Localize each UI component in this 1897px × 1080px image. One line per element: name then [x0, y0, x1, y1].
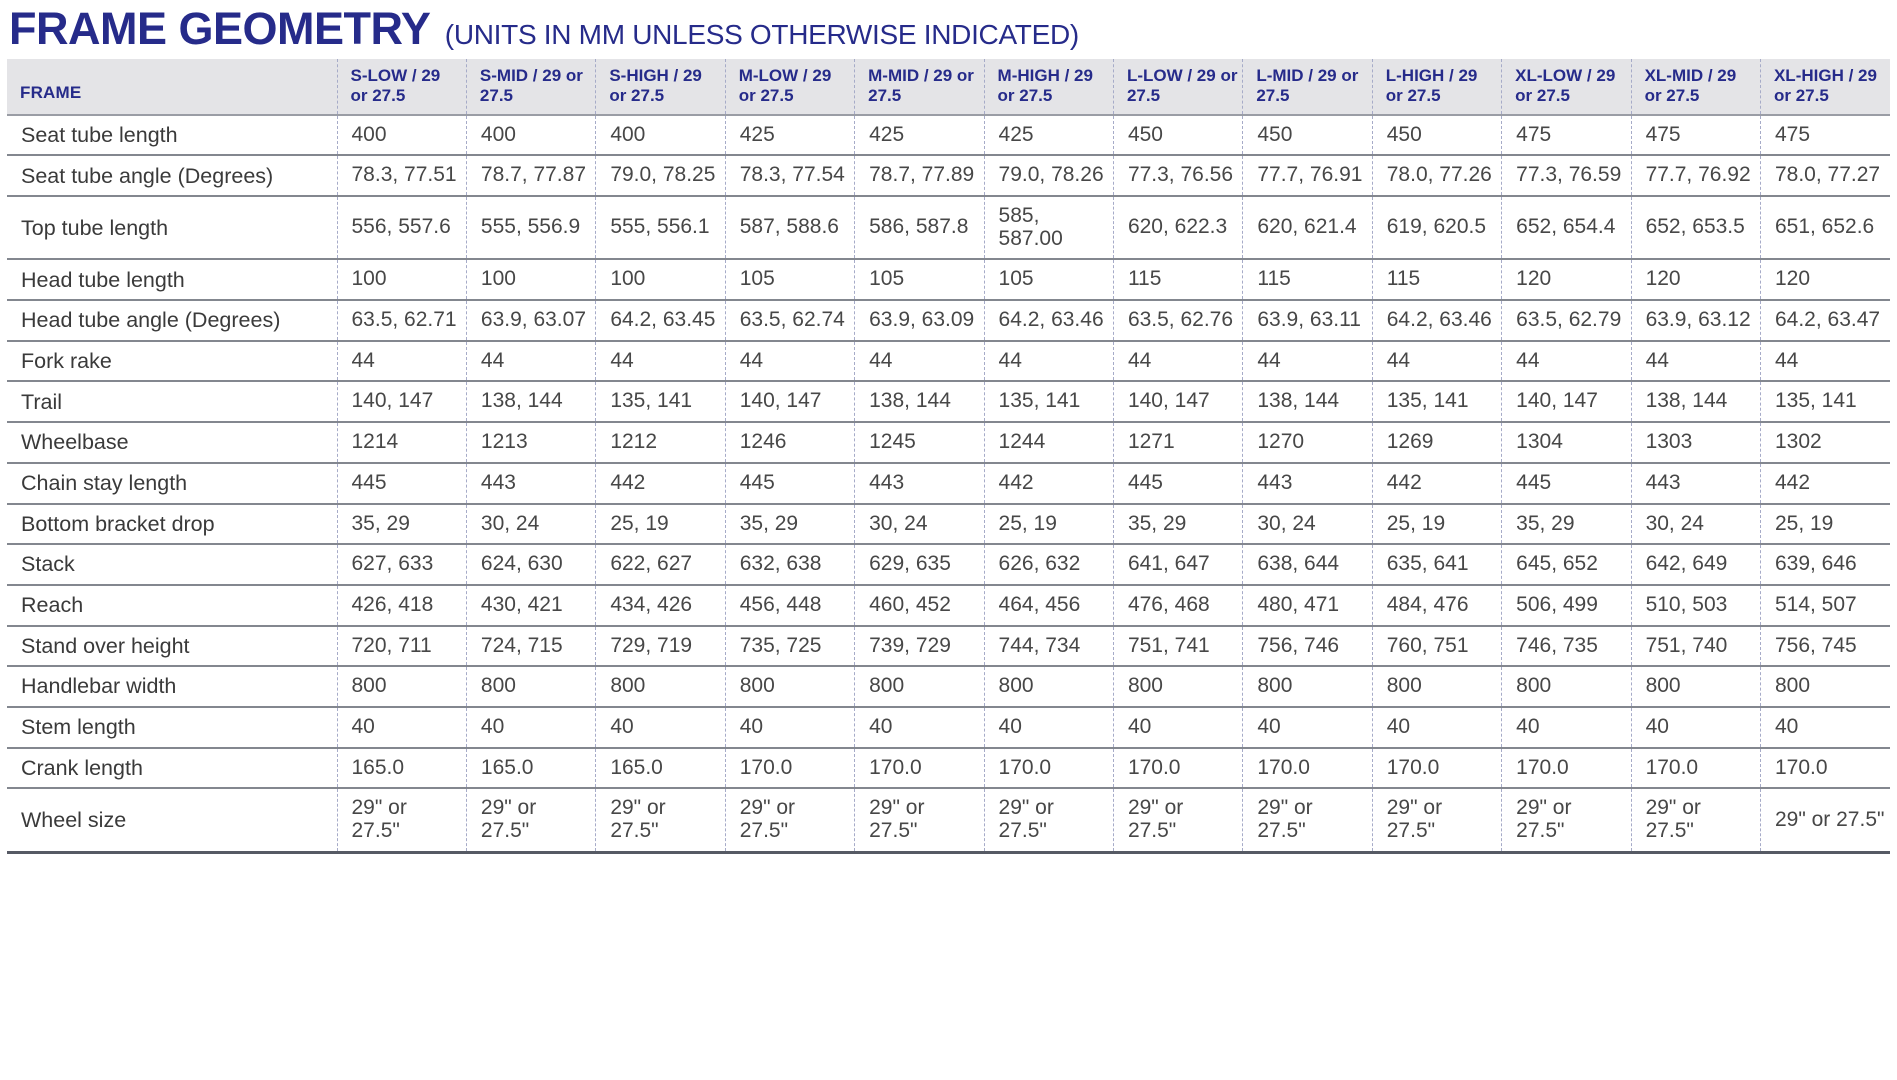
table-row [7, 707, 1890, 748]
data-cell: 40 [337, 707, 466, 748]
size-column-header: M-LOW / 29 or 27.5 [725, 59, 854, 115]
data-cell: 135, 141 [1760, 381, 1890, 422]
data-cell: 555, 556.9 [466, 196, 595, 259]
data-cell: 585, 587.00 [984, 196, 1113, 259]
data-cell: 29" or 27.5" [337, 788, 466, 852]
data-cell: 79.0, 78.26 [984, 155, 1113, 196]
data-cell: 138, 144 [1631, 381, 1760, 422]
size-column-header: L-HIGH / 29 or 27.5 [1372, 59, 1501, 115]
data-cell: 514, 507 [1760, 585, 1890, 626]
data-cell: 78.7, 77.87 [466, 155, 595, 196]
data-cell: 64.2, 63.46 [984, 300, 1113, 341]
data-cell: 40 [725, 707, 854, 748]
data-cell: 506, 499 [1502, 585, 1631, 626]
table-row [7, 666, 1890, 707]
data-cell: 29" or 27.5" [1760, 788, 1890, 852]
data-cell: 739, 729 [855, 626, 984, 667]
data-cell: 100 [596, 259, 725, 300]
data-cell: 425 [725, 115, 854, 156]
table-row [7, 115, 1890, 156]
data-cell: 115 [1243, 259, 1372, 300]
data-cell: 29" or 27.5" [1372, 788, 1501, 852]
row-label: Head tube angle (Degrees) [7, 300, 337, 341]
data-cell: 170.0 [1502, 748, 1631, 789]
data-cell: 751, 741 [1113, 626, 1242, 667]
data-cell: 442 [596, 463, 725, 504]
data-cell: 744, 734 [984, 626, 1113, 667]
data-cell: 63.5, 62.71 [337, 300, 466, 341]
size-column-header: S-HIGH / 29 or 27.5 [596, 59, 725, 115]
table-row [7, 155, 1890, 196]
data-cell: 138, 144 [466, 381, 595, 422]
data-cell: 40 [1372, 707, 1501, 748]
data-cell: 105 [725, 259, 854, 300]
data-cell: 63.5, 62.74 [725, 300, 854, 341]
row-label: Seat tube length [7, 115, 337, 156]
data-cell: 450 [1243, 115, 1372, 156]
data-cell: 460, 452 [855, 585, 984, 626]
data-cell: 140, 147 [725, 381, 854, 422]
data-cell: 1244 [984, 422, 1113, 463]
data-cell: 165.0 [596, 748, 725, 789]
data-cell: 135, 141 [596, 381, 725, 422]
size-column-header: XL-HIGH / 29 or 27.5 [1760, 59, 1890, 115]
data-cell: 800 [855, 666, 984, 707]
data-cell: 443 [466, 463, 595, 504]
data-cell: 626, 632 [984, 544, 1113, 585]
table-row [7, 504, 1890, 545]
data-cell: 170.0 [725, 748, 854, 789]
frame-geometry-table [7, 59, 1890, 854]
size-column-header: XL-LOW / 29 or 27.5 [1502, 59, 1631, 115]
data-cell: 29" or 27.5" [725, 788, 854, 852]
data-cell: 400 [596, 115, 725, 156]
data-cell: 800 [1372, 666, 1501, 707]
data-cell: 78.3, 77.51 [337, 155, 466, 196]
data-cell: 746, 735 [1502, 626, 1631, 667]
row-label: Stand over height [7, 626, 337, 667]
page-title-row [7, 4, 1890, 59]
data-cell: 475 [1631, 115, 1760, 156]
data-cell: 30, 24 [855, 504, 984, 545]
data-cell: 639, 646 [1760, 544, 1890, 585]
row-label: Chain stay length [7, 463, 337, 504]
data-cell: 44 [984, 341, 1113, 382]
data-cell: 510, 503 [1631, 585, 1760, 626]
data-cell: 63.9, 63.07 [466, 300, 595, 341]
table-row [7, 381, 1890, 422]
data-cell: 30, 24 [466, 504, 595, 545]
size-column-header: L-LOW / 29 or 27.5 [1113, 59, 1242, 115]
data-cell: 800 [1760, 666, 1890, 707]
data-cell: 555, 556.1 [596, 196, 725, 259]
data-cell: 64.2, 63.47 [1760, 300, 1890, 341]
data-cell: 40 [855, 707, 984, 748]
data-cell: 620, 622.3 [1113, 196, 1242, 259]
data-cell: 35, 29 [725, 504, 854, 545]
data-cell: 645, 652 [1502, 544, 1631, 585]
data-cell: 170.0 [1113, 748, 1242, 789]
data-cell: 79.0, 78.25 [596, 155, 725, 196]
data-cell: 484, 476 [1372, 585, 1501, 626]
data-cell: 1271 [1113, 422, 1242, 463]
data-cell: 35, 29 [1502, 504, 1631, 545]
table-row [7, 422, 1890, 463]
data-cell: 120 [1502, 259, 1631, 300]
data-cell: 1245 [855, 422, 984, 463]
data-cell: 25, 19 [1760, 504, 1890, 545]
table-row [7, 463, 1890, 504]
data-cell: 138, 144 [1243, 381, 1372, 422]
table-body [7, 115, 1890, 852]
data-cell: 800 [725, 666, 854, 707]
data-cell: 64.2, 63.46 [1372, 300, 1501, 341]
data-cell: 450 [1372, 115, 1501, 156]
row-label: Handlebar width [7, 666, 337, 707]
size-column-header: M-HIGH / 29 or 27.5 [984, 59, 1113, 115]
data-cell: 445 [1113, 463, 1242, 504]
data-cell: 105 [984, 259, 1113, 300]
page-subtitle: (UNITS IN MM UNLESS OTHERWISE INDICATED) [444, 19, 1079, 50]
data-cell: 556, 557.6 [337, 196, 466, 259]
data-cell: 77.7, 76.91 [1243, 155, 1372, 196]
data-cell: 729, 719 [596, 626, 725, 667]
data-cell: 1303 [1631, 422, 1760, 463]
data-cell: 800 [466, 666, 595, 707]
data-cell: 456, 448 [725, 585, 854, 626]
data-cell: 464, 456 [984, 585, 1113, 626]
data-cell: 1304 [1502, 422, 1631, 463]
row-label: Bottom bracket drop [7, 504, 337, 545]
data-cell: 445 [725, 463, 854, 504]
data-cell: 40 [466, 707, 595, 748]
data-cell: 44 [1760, 341, 1890, 382]
data-cell: 165.0 [337, 748, 466, 789]
data-cell: 138, 144 [855, 381, 984, 422]
table-header [7, 59, 1890, 115]
row-label: Stem length [7, 707, 337, 748]
data-cell: 620, 621.4 [1243, 196, 1372, 259]
data-cell: 40 [596, 707, 725, 748]
row-label: Trail [7, 381, 337, 422]
data-cell: 1269 [1372, 422, 1501, 463]
data-cell: 445 [337, 463, 466, 504]
data-cell: 445 [1502, 463, 1631, 504]
data-cell: 78.7, 77.89 [855, 155, 984, 196]
data-cell: 44 [337, 341, 466, 382]
data-cell: 1302 [1760, 422, 1890, 463]
data-cell: 587, 588.6 [725, 196, 854, 259]
data-cell: 44 [1113, 341, 1242, 382]
size-column-header: L-MID / 29 or 27.5 [1243, 59, 1372, 115]
data-cell: 140, 147 [1113, 381, 1242, 422]
data-cell: 63.5, 62.79 [1502, 300, 1631, 341]
data-cell: 44 [1631, 341, 1760, 382]
data-cell: 642, 649 [1631, 544, 1760, 585]
data-cell: 629, 635 [855, 544, 984, 585]
data-cell: 652, 653.5 [1631, 196, 1760, 259]
data-cell: 40 [1631, 707, 1760, 748]
header-row [7, 59, 1890, 115]
page-title: FRAME GEOMETRY [9, 3, 431, 54]
data-cell: 120 [1631, 259, 1760, 300]
data-cell: 1212 [596, 422, 725, 463]
table-row [7, 259, 1890, 300]
data-cell: 105 [855, 259, 984, 300]
data-cell: 40 [1760, 707, 1890, 748]
data-cell: 443 [1631, 463, 1760, 504]
data-cell: 29" or 27.5" [984, 788, 1113, 852]
row-label: Wheel size [7, 788, 337, 852]
data-cell: 135, 141 [984, 381, 1113, 422]
data-cell: 63.9, 63.12 [1631, 300, 1760, 341]
corner-header-frame: FRAME [7, 59, 337, 115]
data-cell: 44 [1243, 341, 1372, 382]
data-cell: 751, 740 [1631, 626, 1760, 667]
row-label: Wheelbase [7, 422, 337, 463]
data-cell: 638, 644 [1243, 544, 1372, 585]
data-cell: 77.7, 76.92 [1631, 155, 1760, 196]
data-cell: 1214 [337, 422, 466, 463]
data-cell: 29" or 27.5" [1243, 788, 1372, 852]
table-row [7, 788, 1890, 852]
data-cell: 1270 [1243, 422, 1372, 463]
data-cell: 800 [596, 666, 725, 707]
data-cell: 64.2, 63.45 [596, 300, 725, 341]
row-label: Seat tube angle (Degrees) [7, 155, 337, 196]
data-cell: 442 [1760, 463, 1890, 504]
data-cell: 29" or 27.5" [596, 788, 725, 852]
data-cell: 624, 630 [466, 544, 595, 585]
table-row [7, 196, 1890, 259]
data-cell: 29" or 27.5" [466, 788, 595, 852]
data-cell: 25, 19 [1372, 504, 1501, 545]
data-cell: 760, 751 [1372, 626, 1501, 667]
data-cell: 170.0 [855, 748, 984, 789]
data-cell: 425 [984, 115, 1113, 156]
data-cell: 800 [337, 666, 466, 707]
data-cell: 40 [1502, 707, 1631, 748]
data-cell: 25, 19 [596, 504, 725, 545]
data-cell: 44 [1502, 341, 1631, 382]
size-column-header: XL-MID / 29 or 27.5 [1631, 59, 1760, 115]
table-row [7, 585, 1890, 626]
data-cell: 44 [596, 341, 725, 382]
data-cell: 100 [337, 259, 466, 300]
data-cell: 77.3, 76.56 [1113, 155, 1242, 196]
data-cell: 170.0 [1760, 748, 1890, 789]
data-cell: 476, 468 [1113, 585, 1242, 626]
data-cell: 29" or 27.5" [1113, 788, 1242, 852]
data-cell: 635, 641 [1372, 544, 1501, 585]
data-cell: 434, 426 [596, 585, 725, 626]
data-cell: 63.5, 62.76 [1113, 300, 1242, 341]
data-cell: 426, 418 [337, 585, 466, 626]
data-cell: 475 [1760, 115, 1890, 156]
data-cell: 115 [1372, 259, 1501, 300]
data-cell: 627, 633 [337, 544, 466, 585]
size-column-header: M-MID / 29 or 27.5 [855, 59, 984, 115]
data-cell: 40 [984, 707, 1113, 748]
data-cell: 450 [1113, 115, 1242, 156]
data-cell: 800 [1631, 666, 1760, 707]
data-cell: 63.9, 63.11 [1243, 300, 1372, 341]
table-row [7, 626, 1890, 667]
row-label: Fork rake [7, 341, 337, 382]
table-row [7, 544, 1890, 585]
data-cell: 63.9, 63.09 [855, 300, 984, 341]
data-cell: 622, 627 [596, 544, 725, 585]
data-cell: 430, 421 [466, 585, 595, 626]
data-cell: 632, 638 [725, 544, 854, 585]
row-label: Stack [7, 544, 337, 585]
data-cell: 44 [725, 341, 854, 382]
data-cell: 735, 725 [725, 626, 854, 667]
data-cell: 140, 147 [337, 381, 466, 422]
data-cell: 44 [466, 341, 595, 382]
data-cell: 78.0, 77.26 [1372, 155, 1501, 196]
data-cell: 40 [1113, 707, 1242, 748]
data-cell: 443 [1243, 463, 1372, 504]
data-cell: 115 [1113, 259, 1242, 300]
data-cell: 641, 647 [1113, 544, 1242, 585]
row-label: Top tube length [7, 196, 337, 259]
data-cell: 443 [855, 463, 984, 504]
data-cell: 1213 [466, 422, 595, 463]
data-cell: 78.0, 77.27 [1760, 155, 1890, 196]
data-cell: 724, 715 [466, 626, 595, 667]
data-cell: 165.0 [466, 748, 595, 789]
data-cell: 120 [1760, 259, 1890, 300]
data-cell: 78.3, 77.54 [725, 155, 854, 196]
data-cell: 77.3, 76.59 [1502, 155, 1631, 196]
data-cell: 29" or 27.5" [1631, 788, 1760, 852]
data-cell: 29" or 27.5" [1502, 788, 1631, 852]
data-cell: 720, 711 [337, 626, 466, 667]
data-cell: 40 [1243, 707, 1372, 748]
data-cell: 400 [466, 115, 595, 156]
data-cell: 44 [1372, 341, 1501, 382]
data-cell: 25, 19 [984, 504, 1113, 545]
data-cell: 475 [1502, 115, 1631, 156]
data-cell: 30, 24 [1243, 504, 1372, 545]
data-cell: 800 [1502, 666, 1631, 707]
data-cell: 29" or 27.5" [855, 788, 984, 852]
data-cell: 100 [466, 259, 595, 300]
data-cell: 442 [1372, 463, 1501, 504]
data-cell: 135, 141 [1372, 381, 1501, 422]
data-cell: 800 [1113, 666, 1242, 707]
data-cell: 652, 654.4 [1502, 196, 1631, 259]
row-label: Crank length [7, 748, 337, 789]
table-row [7, 300, 1890, 341]
data-cell: 35, 29 [1113, 504, 1242, 545]
size-column-header: S-MID / 29 or 27.5 [466, 59, 595, 115]
data-cell: 800 [984, 666, 1113, 707]
data-cell: 756, 745 [1760, 626, 1890, 667]
data-cell: 400 [337, 115, 466, 156]
data-cell: 170.0 [1631, 748, 1760, 789]
data-cell: 442 [984, 463, 1113, 504]
data-cell: 170.0 [984, 748, 1113, 789]
data-cell: 170.0 [1243, 748, 1372, 789]
data-cell: 170.0 [1372, 748, 1501, 789]
data-cell: 425 [855, 115, 984, 156]
row-label: Reach [7, 585, 337, 626]
data-cell: 44 [855, 341, 984, 382]
data-cell: 140, 147 [1502, 381, 1631, 422]
data-cell: 35, 29 [337, 504, 466, 545]
data-cell: 651, 652.6 [1760, 196, 1890, 259]
data-cell: 30, 24 [1631, 504, 1760, 545]
data-cell: 756, 746 [1243, 626, 1372, 667]
data-cell: 586, 587.8 [855, 196, 984, 259]
data-cell: 800 [1243, 666, 1372, 707]
data-cell: 480, 471 [1243, 585, 1372, 626]
data-cell: 619, 620.5 [1372, 196, 1501, 259]
data-cell: 1246 [725, 422, 854, 463]
table-row [7, 341, 1890, 382]
size-column-header: S-LOW / 29 or 27.5 [337, 59, 466, 115]
row-label: Head tube length [7, 259, 337, 300]
table-row [7, 748, 1890, 789]
